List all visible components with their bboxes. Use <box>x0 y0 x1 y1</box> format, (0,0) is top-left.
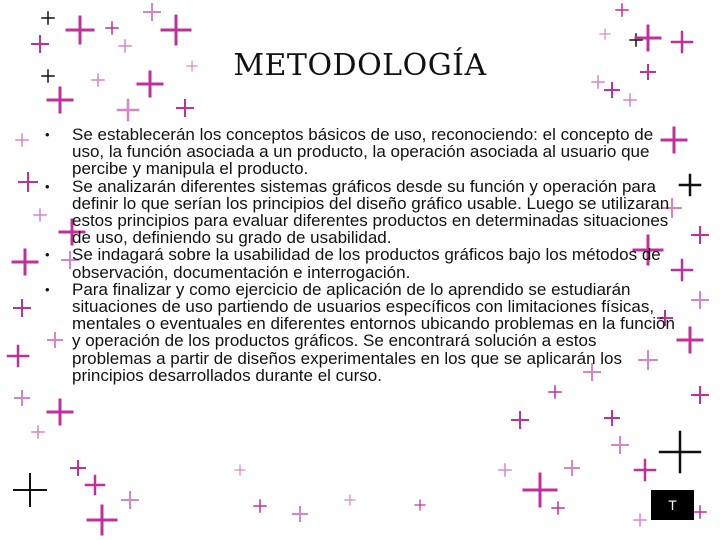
plus-sign-icon <box>293 507 307 521</box>
bullet-dot-icon: • <box>45 247 50 263</box>
plus-sign-icon <box>122 492 138 508</box>
plus-sign-icon <box>48 400 72 424</box>
plus-sign-icon <box>118 100 138 120</box>
bullet-text: Se establecerán los conceptos básicos de uso, reconociendo: el concepto de uso, la función asociada a un producto, la operación asociada al usuario que percibe y manipula el producto. <box>72 125 654 179</box>
slide-badge: T <box>651 490 694 520</box>
plus-sign-icon <box>616 4 628 16</box>
plus-sign-icon <box>512 412 528 428</box>
plus-sign-icon <box>144 4 160 20</box>
plus-sign-icon <box>88 506 116 534</box>
plus-sign-icon <box>162 16 190 44</box>
bullet-list <box>40 126 680 384</box>
bullet-dot-icon: • <box>45 281 50 297</box>
plus-sign-icon <box>15 391 29 405</box>
plus-sign-icon <box>13 250 37 274</box>
plus-sign-icon <box>499 464 511 476</box>
plus-sign-icon <box>106 22 118 34</box>
bullet-item <box>40 246 680 280</box>
plus-sign-icon <box>624 94 636 106</box>
bullet-dot-icon: • <box>45 127 50 142</box>
plus-sign-icon <box>8 346 28 366</box>
plus-sign-icon <box>565 461 579 475</box>
plus-sign-icon <box>32 426 44 438</box>
plus-sign-icon <box>524 474 556 506</box>
bullet-item <box>40 178 680 247</box>
plus-sign-icon <box>600 29 610 39</box>
plus-sign-icon <box>552 502 564 514</box>
plus-sign-icon <box>636 26 660 50</box>
bullet-text: Se analizarán diferentes sistemas gráficos desde su función y operación para definir lo que serían los principios del diseño gráfico usable. Luego se utilizaran estos principios para evaluar diferentes productos en determinadas situaciones de uso, definiendo su grado de usabilidad. <box>72 176 670 248</box>
bullet-item <box>40 281 680 384</box>
plus-sign-icon <box>67 17 93 43</box>
plus-sign-icon <box>86 476 104 494</box>
plus-sign-icon <box>612 437 628 453</box>
bullet-text: Para finalizar y como ejercicio de aplicación de lo aprendido se estudiarán situaciones de uso partiendo de usuarios específicos con limitaciones físicas, mentales o eventuales en diferentes entornos ubicando problemas en la función y operación de los productos gráficos. Se encontrará solución a estos problemas a partir de diseños experimentales en los que se aplicarán los principios desarrollados durante el curso. <box>72 279 675 385</box>
plus-sign-icon <box>71 461 85 475</box>
plus-sign-icon <box>634 514 646 526</box>
plus-sign-icon <box>549 386 561 398</box>
slide-title: METODOLOGÍA <box>233 48 487 83</box>
plus-sign-icon <box>635 460 655 480</box>
plus-sign-icon <box>14 474 46 506</box>
plus-sign-icon <box>680 175 700 195</box>
plus-sign-icon <box>14 300 30 316</box>
plus-sign-icon <box>605 411 619 425</box>
plus-sign-icon <box>345 495 355 505</box>
plus-sign-icon <box>678 328 702 352</box>
plus-sign-icon <box>235 465 245 475</box>
plus-sign-icon <box>660 432 700 472</box>
plus-sign-icon <box>254 500 266 512</box>
plus-sign-icon <box>692 292 708 308</box>
plus-sign-icon <box>694 506 706 518</box>
plus-sign-icon <box>177 100 193 116</box>
plus-sign-icon <box>630 34 642 46</box>
plus-sign-icon <box>692 387 708 403</box>
bullet-item <box>40 126 680 178</box>
plus-sign-icon <box>48 88 72 112</box>
plus-sign-icon <box>605 83 619 97</box>
plus-sign-icon <box>415 500 425 510</box>
bullet-text: Se indagará sobre la usabilidad de los productos gráficos bajo los métodos de observación, documentación e interrogación. <box>72 245 661 282</box>
bullet-dot-icon: • <box>45 178 50 194</box>
plus-sign-icon <box>16 134 28 146</box>
plus-sign-icon <box>692 227 708 243</box>
plus-sign-icon <box>42 12 54 24</box>
plus-sign-icon <box>19 173 37 191</box>
